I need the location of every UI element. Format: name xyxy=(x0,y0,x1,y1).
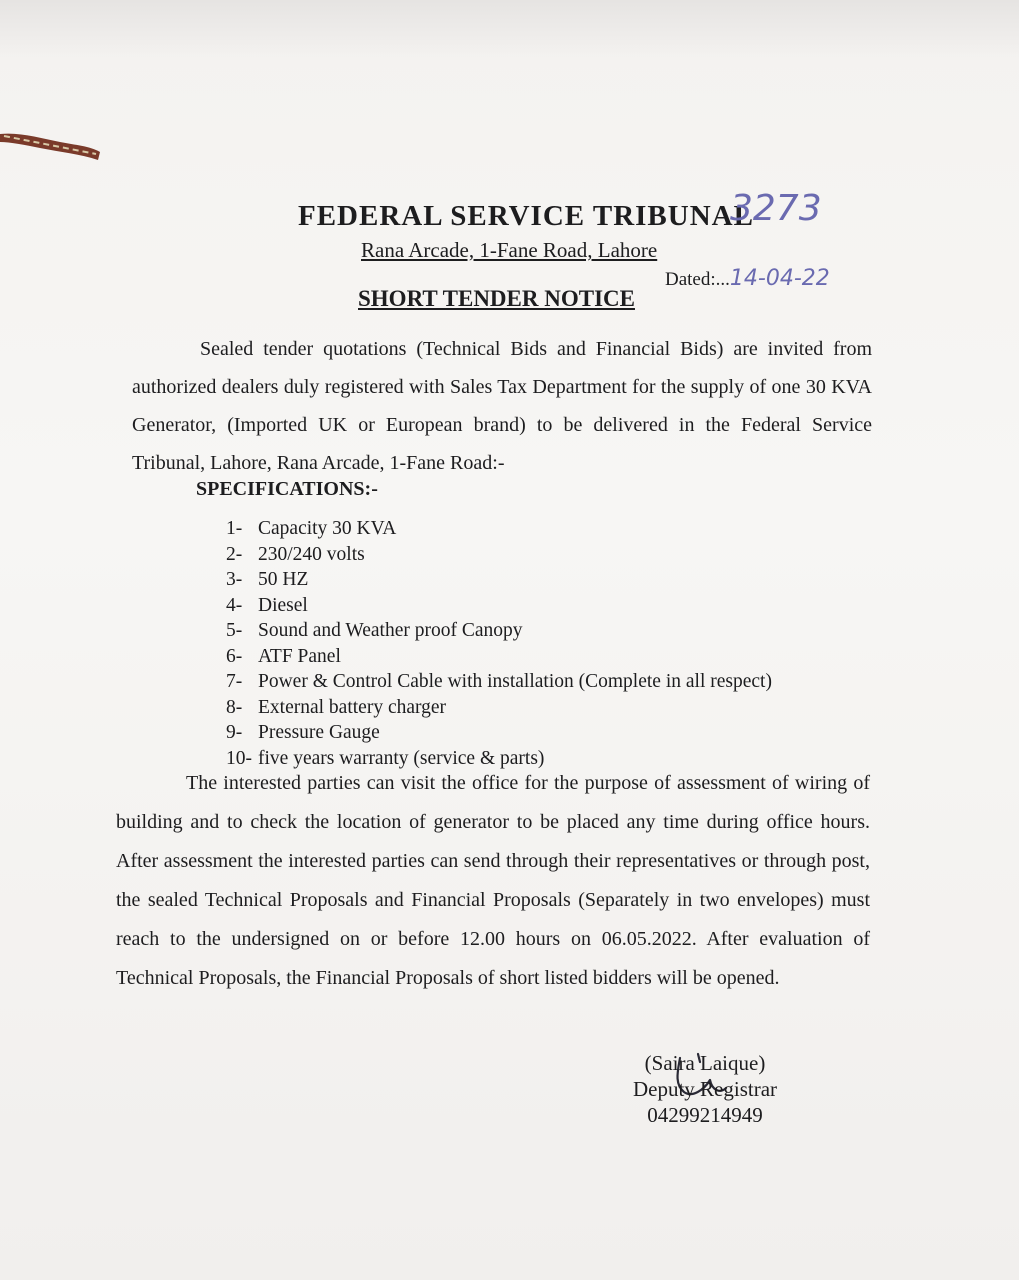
spec-text: 50 HZ xyxy=(258,569,309,590)
list-item xyxy=(226,542,772,568)
spec-text: Power & Control Cable with installation (Complete in all respect) xyxy=(258,671,772,692)
spec-number: 7- xyxy=(226,671,243,692)
signatory-name: (Saira Laique) xyxy=(644,1051,766,1075)
signature-block xyxy=(610,1050,800,1128)
spec-text: 230/240 volts xyxy=(258,543,365,565)
specifications-heading: SPECIFICATIONS:- xyxy=(196,478,378,500)
spec-text: Sound and Weather proof Canopy xyxy=(258,620,523,641)
list-item xyxy=(226,695,772,721)
list-item xyxy=(226,618,772,644)
signatory-phone: 04299214949 xyxy=(647,1103,763,1127)
date-line xyxy=(665,266,830,291)
list-item xyxy=(226,593,772,619)
dated-label: Dated:... xyxy=(665,269,730,290)
spec-number: 4- xyxy=(226,594,243,616)
organization-address: Rana Arcade, 1-Fane Road, Lahore xyxy=(361,238,658,262)
list-item xyxy=(226,567,772,593)
specifications-list xyxy=(226,516,772,771)
intro-paragraph: Sealed tender quotations (Technical Bids and Financial Bids) are invited from authorized dealers duly registered with Sales Tax Department for the supply of one 30 KVA Generator, (Imported UK or European brand) to be delivered in the Federal Service Tribunal, Lahore, Rana Arcade, 1-Fane Road:- xyxy=(132,338,872,474)
notice-title: SHORT TENDER NOTICE xyxy=(358,286,635,311)
signatory-designation: Deputy Registrar xyxy=(632,1077,778,1101)
list-item xyxy=(226,720,772,746)
staple-mark-icon xyxy=(0,128,104,162)
spec-number: 8- xyxy=(226,696,243,718)
list-item xyxy=(226,644,772,670)
spec-number: 2- xyxy=(226,543,243,565)
spec-number: 9- xyxy=(226,722,243,743)
list-item xyxy=(226,516,772,542)
spec-number: 5- xyxy=(226,620,243,641)
instructions-paragraph: The interested parties can visit the office for the purpose of assessment of wiring of building and to check the location of generator to be placed any time during office hours. After assessment the interested parties can send through their representatives or through post, the sealed Technical Proposals and Financial Proposals (Separately in two envelopes) must reach to the undersigned on or before 12.00 hours on 06.05.2022. After evaluation of Technical Proposals, the Financial Proposals of short listed bidders will be opened. xyxy=(116,772,870,989)
organization-name: FEDERAL SERVICE TRIBUNAL xyxy=(298,200,754,232)
spec-text: External battery charger xyxy=(258,696,447,718)
spec-number: 6- xyxy=(226,645,243,667)
spec-number: 3- xyxy=(226,569,243,590)
spec-text: Capacity 30 KVA xyxy=(258,518,397,539)
reference-number: 3273 xyxy=(730,188,822,229)
spec-text: five years warranty (service & parts) xyxy=(258,747,545,769)
spec-number: 1- xyxy=(226,518,243,539)
dated-value: 14-04-22 xyxy=(729,266,830,291)
list-item xyxy=(226,669,772,695)
spec-number: 10- xyxy=(226,747,252,769)
spec-text: Diesel xyxy=(258,594,308,616)
spec-text: ATF Panel xyxy=(258,645,341,667)
page-shadow xyxy=(0,0,1019,60)
spec-text: Pressure Gauge xyxy=(258,722,380,743)
